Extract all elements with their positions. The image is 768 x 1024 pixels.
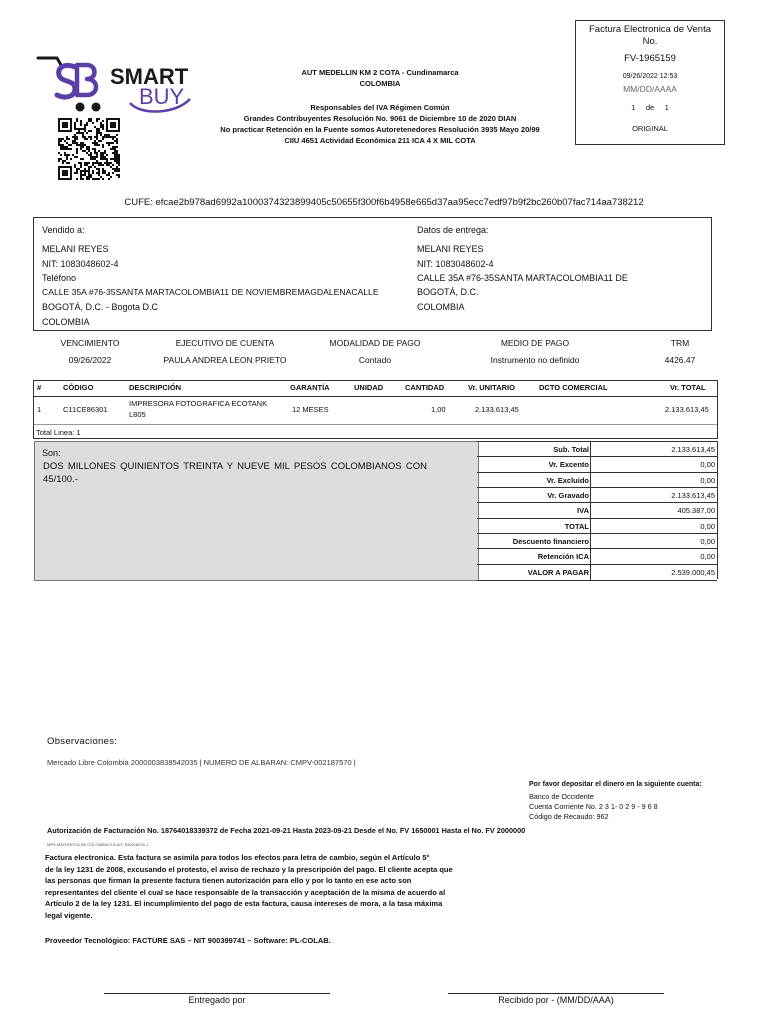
row-unit-price: 2.133.613,45 — [475, 405, 519, 414]
legal-line: Factura electronica. Esta factura se asimila para todos los efectos para letra de cambio, según el Artículo 5° — [45, 853, 430, 862]
company-regime: Responsables del IVA Régimen Común — [310, 103, 450, 112]
company-address: AUT MEDELLIN KM 2 COTA - Cundinamarca — [301, 68, 459, 77]
amount-words-line1: DOS MILLONES QUINIENTOS TREINTA Y NUEVE MIL PESOS COLOMBIANOS CON — [43, 461, 427, 472]
totals-row — [477, 564, 717, 581]
col-description: DESCRIPCIÓN — [129, 383, 182, 392]
totals-label: IVA — [577, 506, 589, 516]
terms-header-trm: TRM — [670, 338, 690, 348]
row-num: 1 — [37, 405, 42, 414]
totals-value: 0,00 — [590, 519, 715, 534]
totals-value: 2.133.613,45 — [590, 442, 715, 457]
totals-value: 0,00 — [590, 534, 715, 549]
invoice-title: Factura Electronica de Venta — [589, 24, 711, 35]
delivery-name: MELANI REYES — [417, 244, 484, 254]
row-total: 2.133.613,45 — [665, 405, 709, 414]
row-quantity: 1,00 — [431, 405, 446, 414]
terms-header-payment-mode: MODALIDAD DE PAGO — [329, 338, 421, 348]
terms-trm: 4426.47 — [664, 355, 696, 365]
totals-value: 405.387,00 — [590, 503, 715, 518]
totals-row — [477, 502, 717, 518]
amount-words-label: Son: — [42, 448, 61, 458]
logo-text-smart: SMART — [110, 64, 189, 89]
received-by-label: Recibido por - (MM/DD/AAA) — [498, 995, 614, 1005]
totals-row — [477, 472, 717, 488]
totals-label: Sub. Total — [553, 445, 589, 454]
delivery-nit: NIT: 1083048602-4 — [417, 259, 494, 269]
terms-header-due: VENCIMIENTO — [60, 338, 120, 348]
sold-to-country: COLOMBIA — [42, 317, 90, 327]
totals-label: Retención ICA — [537, 552, 589, 562]
totals-label: TOTAL — [564, 521, 589, 531]
terms-header-executive: EJECUTIVO DE CUENTA — [175, 338, 275, 348]
col-discount: DCTO COMERCIAL — [539, 383, 608, 392]
customer-box — [33, 217, 712, 331]
terms-payment-mode: Contado — [358, 355, 392, 365]
logo-text-buy: BUY — [139, 84, 185, 109]
totals-value: 2.539.000,45 — [590, 565, 715, 580]
received-signature-line — [448, 993, 664, 994]
totals-row — [477, 518, 717, 534]
delivery-label: Datos de entrega: — [417, 225, 489, 235]
totals-value: 0,00 — [590, 457, 715, 472]
col-total: Vr. TOTAL — [670, 383, 706, 392]
invoice-date-format: MM/DD/AAAA — [623, 84, 677, 94]
items-header — [34, 381, 717, 397]
legal-text — [45, 852, 495, 921]
row-description: IMPRESORA FOTOGRAFICA ECOTANK — [129, 399, 268, 408]
bank-name: Banco de Occidente — [529, 792, 594, 801]
totals-row — [477, 487, 717, 503]
bank-intro: Por favor depositar el dinero en la siguiente cuenta: — [529, 781, 702, 788]
invoice-datetime: 09/26/2022 12:53 — [622, 73, 678, 80]
smart-buy-logo-icon — [35, 55, 205, 117]
legal-line: legal vigente. — [45, 910, 93, 920]
legal-line: Artículo 2 de la ley 1231. El incumplimiento del pago de esta factura, causa intereses de mora, a la tasa máxima — [45, 899, 443, 908]
totals-row — [477, 456, 717, 472]
totals-value: 2.133.613,45 — [590, 488, 715, 503]
amount-in-words-box — [34, 441, 479, 581]
row-code: C11CE86301 — [63, 405, 108, 414]
sold-to-name: MELANI REYES — [42, 244, 109, 254]
sold-to-city: BOGOTÁ, D.C. - Bogota D.C — [42, 302, 159, 312]
row-warranty: 12 MESES — [292, 405, 329, 414]
delivered-signature-line — [104, 993, 330, 994]
terms-payment-method: Instrumento no definido — [490, 355, 580, 365]
col-code: CÓDIGO — [63, 383, 94, 392]
observations-text: Mercado Libre Colombia 2000003838542035 | NUMERO DE ALBARAN: CMPV-002187570 | — [47, 758, 356, 767]
invoice-number: FV-1965159 — [624, 53, 676, 64]
tech-provider: Proveedor Tecnológico: FACTURE SAS – NIT 900399741 – Software: PL-COLAB. — [45, 936, 331, 945]
items-table — [33, 380, 718, 439]
terms-header-payment-method: MEDIO DE PAGO — [500, 338, 570, 348]
terms-due-date: 09/26/2022 — [68, 355, 112, 365]
bank-code: Código de Recaudo: 962 — [529, 812, 609, 821]
amount-words-line2: 45/100.- — [43, 474, 78, 485]
table-row — [34, 396, 717, 425]
authorization: Autorización de Facturación No. 18764018339372 de Fecha 2021-09-21 Hasta 2023-09-21 Desde el No. FV 1650001 Hasta el No. FV 2000000 — [47, 826, 526, 835]
delivery-city: BOGOTÁ, D.C. — [417, 287, 479, 297]
totals-value: 0,00 — [590, 473, 715, 488]
invoice-title-no: No. — [642, 36, 658, 47]
page-total: 1 — [664, 103, 669, 112]
company-logo — [35, 55, 205, 117]
col-quantity: CANTIDAD — [405, 383, 445, 392]
page-separator: de — [645, 103, 655, 112]
delivery-country: COLOMBIA — [417, 302, 465, 312]
invoice-page — [576, 103, 724, 112]
legal-line: de la ley 1231 de 2008, excusando el protesto, el aviso de rechazo y la prescripción del pago. El cliente acepta que — [45, 864, 453, 874]
totals-label: Vr. Excento — [548, 460, 589, 470]
totals-table — [477, 441, 718, 579]
small-print: MPS MAYORISTA DE COLOMBIA S A NIT: 830018216-1 — [47, 842, 149, 847]
cufe-code: CUFE: efcae2b978ad6992a1000374323899405c50655f300f6b4958e665d37aa95ecc7edf97b9f2bc260b07fac714aa738212 — [124, 197, 644, 208]
totals-label: Vr. Gravado — [547, 491, 589, 500]
col-warranty: GARANTÍA — [290, 383, 330, 392]
sold-to-address: CALLE 35A #76-35SANTA MARTACOLOMBIA11 DE NOVIEMBREMAGDALENACALLE — [42, 287, 379, 297]
bank-account: Cuenta Corriente No. 2 3 1- 0 2 9 - 9 6 8 — [529, 802, 658, 811]
totals-label: Vr. Excluido — [546, 475, 589, 485]
observations-label: Observaciones: — [47, 736, 118, 747]
row-description-model: L805 — [129, 410, 146, 419]
company-retention: No practicar Retención en la Fuente somos Autoretenedores Resolución 3935 Mayo 20/99 — [220, 125, 540, 134]
totals-row — [477, 441, 717, 457]
delivered-by-label: Entregado por — [188, 995, 246, 1005]
qr-code — [58, 118, 120, 180]
totals-row — [477, 548, 717, 564]
sold-to-nit: NIT: 1083048602-4 — [42, 259, 119, 269]
company-country: COLOMBIA — [359, 79, 401, 88]
totals-label: VALOR A PAGAR — [527, 567, 589, 577]
company-contributor: Grandes Contribuyentes Resolución No. 9061 de Diciembre 10 de 2020 DIAN — [243, 114, 517, 123]
totals-label: Descuento financiero — [512, 537, 589, 546]
page-current: 1 — [631, 103, 636, 112]
col-num: # — [37, 383, 42, 392]
col-unit: UNIDAD — [354, 383, 384, 392]
sold-to-label: Vendido a: — [42, 225, 85, 235]
invoice-info-box — [575, 20, 725, 145]
delivery-address: CALLE 35A #76-35SANTA MARTACOLOMBIA11 DE — [417, 273, 628, 283]
totals-row — [477, 533, 717, 549]
legal-line: las personas que firman la presente factura tienen autorización para ello y por lo tanto en ese acto son — [45, 876, 412, 885]
col-unit-price: Vr. UNITARIO — [468, 383, 515, 392]
legal-line: representantes del cliente el cual se hace responsable de la transacción y aceptación de la misma de acuerdo al — [45, 887, 446, 897]
terms-executive: PAULA ANDREA LEON PRIETO — [163, 355, 287, 365]
sold-to-phone-label: Teléfono — [42, 273, 77, 283]
totals-value: 0,00 — [590, 549, 715, 564]
invoice-copy: ORIGINAL — [632, 124, 668, 133]
total-lines: Total Linea: 1 — [36, 428, 81, 437]
company-ciiu: CIIU 4651 Actividad Económica 211 ICA 4 X MIL COTA — [284, 136, 476, 145]
